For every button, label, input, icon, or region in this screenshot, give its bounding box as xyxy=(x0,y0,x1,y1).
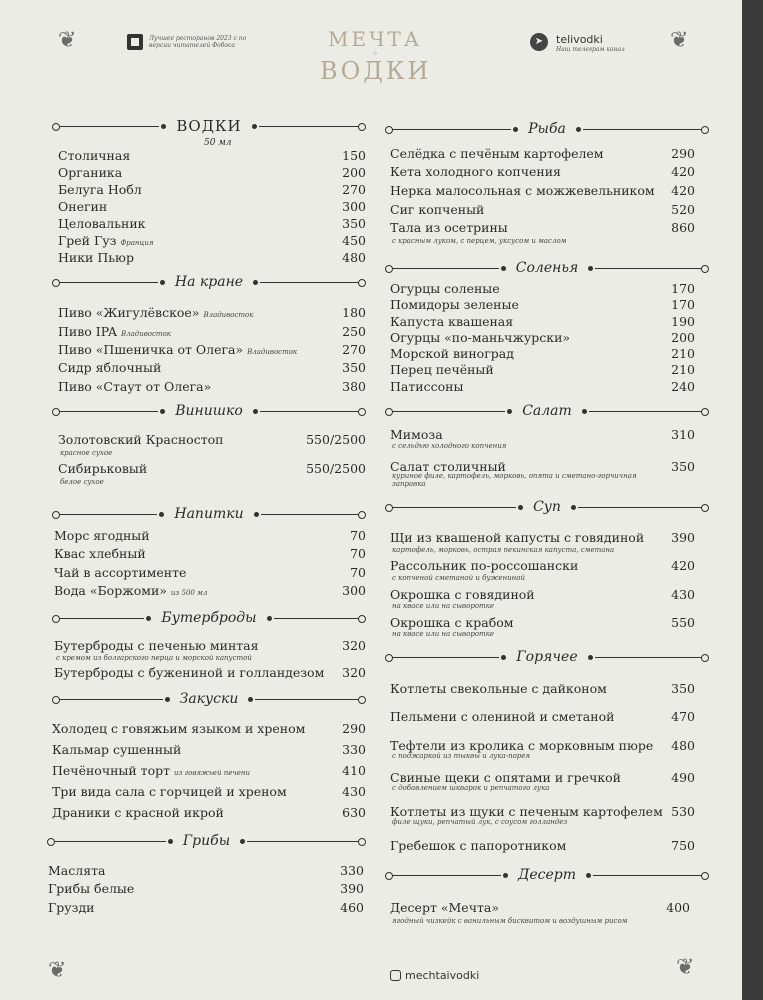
divider-line xyxy=(595,657,706,658)
menu-item-name: Капуста квашеная xyxy=(390,314,514,329)
divider-dot xyxy=(586,873,591,878)
divider-dot xyxy=(248,697,253,702)
menu-item-price: 550/2500 xyxy=(306,432,366,447)
menu-item-description: ягодный чизкейк с ванильным бисквитом и воздушным рисом xyxy=(392,917,628,925)
section-title: Закуски xyxy=(179,691,239,707)
menu-item-price: 390 xyxy=(671,530,695,545)
divider-dot xyxy=(513,127,518,132)
divider-dot xyxy=(254,512,259,517)
menu-item-price: 420 xyxy=(671,558,695,573)
menu-item xyxy=(54,638,366,654)
menu-item-name: Сибирьковый xyxy=(58,461,148,476)
menu-item-name: Органика xyxy=(58,165,123,180)
menu-item xyxy=(54,546,366,562)
menu-item-price: 420 xyxy=(671,183,695,198)
menu-item-price: 530 xyxy=(671,804,695,819)
corner-flourish-icon: ❦ xyxy=(670,28,689,53)
menu-item-name: Щи из квашеной капусты с говядиной xyxy=(390,530,645,545)
menu-item xyxy=(390,379,695,395)
menu-item-name: Помидоры зеленые xyxy=(390,297,519,312)
menu-item-price: 300 xyxy=(342,583,366,598)
menu-item-name: Патиссоны xyxy=(390,379,464,394)
menu-item-price: 150 xyxy=(342,148,366,163)
menu-item-name: Кета холодного копчения xyxy=(390,164,561,179)
menu-item-note: Владивосток xyxy=(247,348,298,356)
divider-dot xyxy=(253,409,258,414)
menu-item xyxy=(390,427,695,443)
instagram-handle: mechtaivodki xyxy=(405,969,480,982)
telegram-icon: ➤ xyxy=(530,33,548,51)
menu-item-note: из 500 мл xyxy=(170,589,208,597)
menu-item-description: с поджаркой из тыквы и лука-порея xyxy=(392,752,531,760)
section-title: Рыба xyxy=(528,121,566,137)
menu-item-name: Огурцы соленые xyxy=(390,281,500,296)
menu-item-price: 520 xyxy=(671,202,695,217)
divider-line xyxy=(55,411,158,412)
menu-item-price: 450 xyxy=(342,233,366,248)
menu-item-price: 70 xyxy=(350,528,366,543)
telegram-name: telivodki xyxy=(556,33,603,46)
menu-item-price: 240 xyxy=(671,379,695,394)
section-header-ryba xyxy=(388,120,706,138)
telegram-subtitle: Наш телеграм канал xyxy=(556,46,625,53)
menu-item-name: Морской виноград xyxy=(390,346,514,361)
instagram-icon xyxy=(390,970,401,981)
section-title: Суп xyxy=(533,499,561,515)
menu-item-price: 170 xyxy=(671,297,695,312)
menu-item-note: Владивосток xyxy=(121,330,171,338)
menu-item xyxy=(58,379,366,395)
divider-line xyxy=(593,875,706,876)
menu-item xyxy=(58,182,366,198)
menu-item-note: Франция xyxy=(120,239,154,247)
menu-item-name: Пиво IPA xyxy=(58,324,117,339)
menu-item-description: филе щуки, репчатый лук, с соусом голландез xyxy=(392,818,568,826)
menu-item-price: 70 xyxy=(350,565,366,580)
section-header-sup xyxy=(388,498,706,516)
divider-dot xyxy=(168,839,173,844)
menu-item-description: на квасе или на сыворотке xyxy=(392,630,494,638)
menu-item xyxy=(48,881,364,897)
divider-dot xyxy=(161,124,166,129)
menu-item-description: с сельдью холодного копчения xyxy=(392,442,507,450)
menu-item-price: 300 xyxy=(342,199,366,214)
menu-item-name: Драники с красной икрой xyxy=(52,805,224,820)
divider-line xyxy=(50,841,166,842)
menu-item-price: 290 xyxy=(342,721,366,736)
menu-item-price: 400 xyxy=(666,900,690,915)
menu-item-price: 70 xyxy=(350,546,366,561)
menu-item-description: на квасе или на сыворотке xyxy=(392,602,494,610)
menu-item-name: Пельмени с олениной и сметаной xyxy=(390,709,615,724)
menu-item-name: Пиво «Стаут от Олега» xyxy=(58,379,212,394)
section-header-vodki xyxy=(55,117,363,135)
divider-dot xyxy=(576,127,581,132)
menu-item-price: 250 xyxy=(342,324,366,339)
menu-item xyxy=(54,665,366,681)
divider-dot xyxy=(501,266,506,271)
menu-item-name: Грузди xyxy=(48,900,95,915)
menu-item-price: 200 xyxy=(342,165,366,180)
menu-item xyxy=(58,461,366,477)
menu-item-name: Кальмар сушенный xyxy=(52,742,182,757)
menu-item-name: Квас хлебный xyxy=(54,546,146,561)
menu-item xyxy=(58,250,366,266)
menu-item-price: 210 xyxy=(671,346,695,361)
menu-item-name: Нерка малосольная с можжевельником xyxy=(390,183,655,198)
divider-line xyxy=(260,282,363,283)
menu-item-name: Котлеты свекольные с дайконом xyxy=(390,681,607,696)
menu-item xyxy=(390,362,695,378)
menu-item-price: 210 xyxy=(671,362,695,377)
menu-item xyxy=(52,784,366,800)
menu-item xyxy=(52,742,366,758)
corner-flourish-icon: ❦ xyxy=(48,958,67,983)
section-title: Десерт xyxy=(517,867,577,883)
divider-dot xyxy=(588,266,593,271)
divider-line xyxy=(247,841,363,842)
menu-item-name: Грибы белые xyxy=(48,881,135,896)
menu-item-price: 550/2500 xyxy=(306,461,366,476)
menu-item xyxy=(58,233,366,249)
divider-line xyxy=(55,282,158,283)
menu-item-price: 390 xyxy=(340,881,364,896)
menu-item-description: картофель, морковь, острая пекинская капуста, сметана xyxy=(392,546,615,554)
section-title: Напитки xyxy=(174,506,244,522)
menu-item-description: белое сухое xyxy=(60,478,104,486)
award-text: Лучшее ресторанов 2023 с по версии читателей Фобоса xyxy=(149,35,247,49)
section-title: На кране xyxy=(174,274,244,290)
menu-item-name: Рассольник по-россошански xyxy=(390,558,579,573)
menu-item-description: с копченой сметаной и бужениной xyxy=(392,574,525,582)
menu-item-price: 200 xyxy=(671,330,695,345)
menu-item-name: Холодец с говяжьим языком и хреном xyxy=(52,721,306,736)
divider-line xyxy=(55,514,157,515)
menu-item-name: Ники Пьюр xyxy=(58,250,134,265)
menu-item-price: 290 xyxy=(671,146,695,161)
menu-item-description: куриное филе, картофель, морковь, опята и сметано-горчичная заправка xyxy=(392,472,637,488)
menu-item xyxy=(390,183,695,199)
menu-item-price: 190 xyxy=(671,314,695,329)
divider-line xyxy=(388,129,511,130)
menu-item xyxy=(390,900,690,916)
menu-item-name: Перец печёный xyxy=(390,362,494,377)
menu-item-price: 330 xyxy=(342,742,366,757)
menu-item xyxy=(390,558,695,574)
section-header-zakuski xyxy=(55,690,363,708)
menu-item xyxy=(390,202,695,218)
page-edge xyxy=(742,0,763,1000)
logo-line-2: о xyxy=(373,50,377,57)
divider-dot xyxy=(507,409,512,414)
divider-dot xyxy=(518,505,523,510)
section-header-kran xyxy=(55,273,363,291)
section-header-buter xyxy=(55,609,363,627)
menu-item-price: 480 xyxy=(342,250,366,265)
menu-item-price: 420 xyxy=(671,164,695,179)
menu-item xyxy=(390,615,695,631)
menu-item-price: 310 xyxy=(671,427,695,442)
menu-item-name: Тефтели из кролика с морковным пюре xyxy=(390,738,654,753)
menu-item-name: Сиг копченый xyxy=(390,202,485,217)
menu-item xyxy=(390,220,695,236)
section-title: Салат xyxy=(522,403,572,419)
menu-item-price: 320 xyxy=(342,638,366,653)
menu-item xyxy=(52,763,366,779)
divider-line xyxy=(388,411,505,412)
menu-item-price: 320 xyxy=(342,665,366,680)
menu-item xyxy=(58,360,366,376)
menu-item-name: Салат столичный xyxy=(390,459,506,474)
divider-line xyxy=(595,268,706,269)
menu-item-name: Онегин xyxy=(58,199,108,214)
divider-line xyxy=(261,514,363,515)
menu-item-name: Маслята xyxy=(48,863,106,878)
menu-item-name: Свиные щеки с опятами и гречкой xyxy=(390,770,622,785)
menu-item xyxy=(58,165,366,181)
menu-item-price: 180 xyxy=(342,305,366,320)
menu-item-description: красное сухое xyxy=(60,449,113,457)
menu-item xyxy=(390,330,695,346)
divider-dot xyxy=(503,873,508,878)
section-subtitle: 50 мл xyxy=(204,138,232,148)
menu-item-price: 170 xyxy=(671,281,695,296)
menu-item-price: 470 xyxy=(671,709,695,724)
menu-item xyxy=(58,432,366,448)
divider-line xyxy=(255,699,363,700)
divider-line xyxy=(388,268,499,269)
menu-item-name: Сидр яблочный xyxy=(58,360,162,375)
divider-dot xyxy=(146,616,151,621)
menu-item xyxy=(48,863,364,879)
section-header-vino xyxy=(55,402,363,420)
menu-item xyxy=(390,587,695,603)
menu-item-price: 490 xyxy=(671,770,695,785)
menu-item-price: 750 xyxy=(671,838,695,853)
telegram-link[interactable] xyxy=(530,33,625,53)
divider-dot xyxy=(160,280,165,285)
section-title: Бутерброды xyxy=(161,610,257,626)
menu-item-price: 860 xyxy=(671,220,695,235)
section-header-solenya xyxy=(388,259,706,277)
menu-item-price: 270 xyxy=(342,182,366,197)
menu-item-price: 430 xyxy=(671,587,695,602)
divider-line xyxy=(55,699,163,700)
divider-dot xyxy=(267,616,272,621)
menu-item-price: 350 xyxy=(671,681,695,696)
award-icon xyxy=(127,34,143,50)
divider-line xyxy=(55,126,159,127)
menu-item xyxy=(52,721,366,737)
divider-line xyxy=(388,657,499,658)
menu-item xyxy=(48,900,364,916)
logo-line-1: МЕЧТА xyxy=(327,27,423,51)
menu-item xyxy=(390,297,695,313)
menu-item-name: Гребешок с папоротником xyxy=(390,838,567,853)
divider-line xyxy=(578,507,706,508)
menu-item-name: Бутерброды с печенью минтая xyxy=(54,638,259,653)
menu-item-price: 460 xyxy=(340,900,364,915)
divider-line xyxy=(260,411,363,412)
menu-item-price: 270 xyxy=(342,342,366,357)
section-header-napitki xyxy=(55,505,363,523)
menu-item-name: Чай в ассортименте xyxy=(54,565,187,580)
section-header-goryachee xyxy=(388,648,706,666)
menu-item-name: Окрошка с крабом xyxy=(390,615,514,630)
divider-line xyxy=(388,507,516,508)
menu-item-name: Пиво «Жигулёвское» xyxy=(58,305,200,320)
menu-item-name: Бутерброды с бужениной и голландезом xyxy=(54,665,325,680)
menu-item-price: 550 xyxy=(671,615,695,630)
menu-item-price: 330 xyxy=(340,863,364,878)
menu-item-note: из говяжьей печени xyxy=(174,769,250,777)
menu-item xyxy=(54,528,366,544)
logo xyxy=(320,28,430,84)
corner-flourish-icon: ❦ xyxy=(676,955,695,980)
logo-line-3: ВОДКИ xyxy=(320,57,432,85)
menu-item-name: Столичная xyxy=(58,148,131,163)
menu-item xyxy=(390,346,695,362)
menu-item-name: Грей Гуз xyxy=(58,233,117,248)
menu-item-price: 410 xyxy=(342,763,366,778)
menu-item xyxy=(390,838,695,854)
menu-item-note: Владивосток xyxy=(203,311,254,319)
menu-item xyxy=(390,314,695,330)
menu-item xyxy=(390,709,695,725)
menu-item xyxy=(58,305,366,321)
menu-item xyxy=(58,199,366,215)
divider-line xyxy=(55,618,144,619)
divider-dot xyxy=(571,505,576,510)
divider-dot xyxy=(165,697,170,702)
menu-item xyxy=(58,342,366,358)
menu-item-description: с красным луком, с перцем, уксусом и маслом xyxy=(392,237,567,245)
menu-item xyxy=(54,583,366,599)
section-title: Соленья xyxy=(515,260,579,276)
menu-item-name: Три вида сала с горчицей и хреном xyxy=(52,784,287,799)
menu-item xyxy=(52,805,366,821)
menu-item-description: с добавлением шкварок и репчатого лука xyxy=(392,784,550,792)
section-title: Горячее xyxy=(516,649,578,665)
section-title: ВОДКИ xyxy=(176,117,242,135)
menu-item xyxy=(390,281,695,297)
menu-item-name: Вода «Боржоми» xyxy=(54,583,167,598)
divider-line xyxy=(388,875,501,876)
menu-item-price: 380 xyxy=(342,379,366,394)
menu-item-name: Десерт «Мечта» xyxy=(390,900,499,915)
section-header-salat xyxy=(388,402,706,420)
menu-item-price: 350 xyxy=(671,459,695,474)
divider-dot xyxy=(253,280,258,285)
menu-item-description: с кремом из болгарского перца и морской капустой xyxy=(56,654,252,662)
instagram-link[interactable] xyxy=(390,969,479,982)
menu-item xyxy=(390,146,695,162)
menu-item-name: Целовальник xyxy=(58,216,146,231)
menu-item xyxy=(390,164,695,180)
menu-item-name: Окрошка с говядиной xyxy=(390,587,535,602)
divider-dot xyxy=(159,512,164,517)
corner-flourish-icon: ❦ xyxy=(58,28,77,53)
menu-item-price: 350 xyxy=(342,360,366,375)
menu-item-name: Белуга Нобл xyxy=(58,182,142,197)
section-title: Грибы xyxy=(182,833,231,849)
menu-item xyxy=(390,530,695,546)
menu-item xyxy=(58,324,366,340)
divider-dot xyxy=(252,124,257,129)
divider-line xyxy=(274,618,363,619)
menu-item-price: 630 xyxy=(342,805,366,820)
divider-line xyxy=(589,411,706,412)
section-header-desert xyxy=(388,866,706,884)
menu-item-name: Селёдка с печёным картофелем xyxy=(390,146,604,161)
menu-item-name: Мимоза xyxy=(390,427,443,442)
divider-dot xyxy=(160,409,165,414)
divider-dot xyxy=(582,409,587,414)
divider-line xyxy=(583,129,706,130)
menu-item-name: Пиво «Пшеничка от Олега» xyxy=(58,342,244,357)
menu-item xyxy=(54,565,366,581)
award-badge xyxy=(127,34,259,50)
menu-item xyxy=(58,148,366,164)
divider-dot xyxy=(501,655,506,660)
section-title: Винишко xyxy=(175,403,243,419)
menu-item-price: 430 xyxy=(342,784,366,799)
menu-item-name: Морс ягодный xyxy=(54,528,150,543)
menu-item-name: Тала из осетрины xyxy=(390,220,508,235)
menu-item xyxy=(58,216,366,232)
menu-item-name: Печёночный торт xyxy=(52,763,171,778)
menu-item-price: 480 xyxy=(671,738,695,753)
menu-item xyxy=(390,681,695,697)
menu-item-name: Котлеты из щуки с печеным картофелем xyxy=(390,804,663,819)
section-header-griby xyxy=(50,832,363,850)
divider-dot xyxy=(240,839,245,844)
menu-item-name: Золотовский Красностоп xyxy=(58,432,224,447)
divider-line xyxy=(259,126,363,127)
menu-item-name: Огурцы «по-маньчжурски» xyxy=(390,330,571,345)
divider-dot xyxy=(588,655,593,660)
menu-item-price: 350 xyxy=(342,216,366,231)
